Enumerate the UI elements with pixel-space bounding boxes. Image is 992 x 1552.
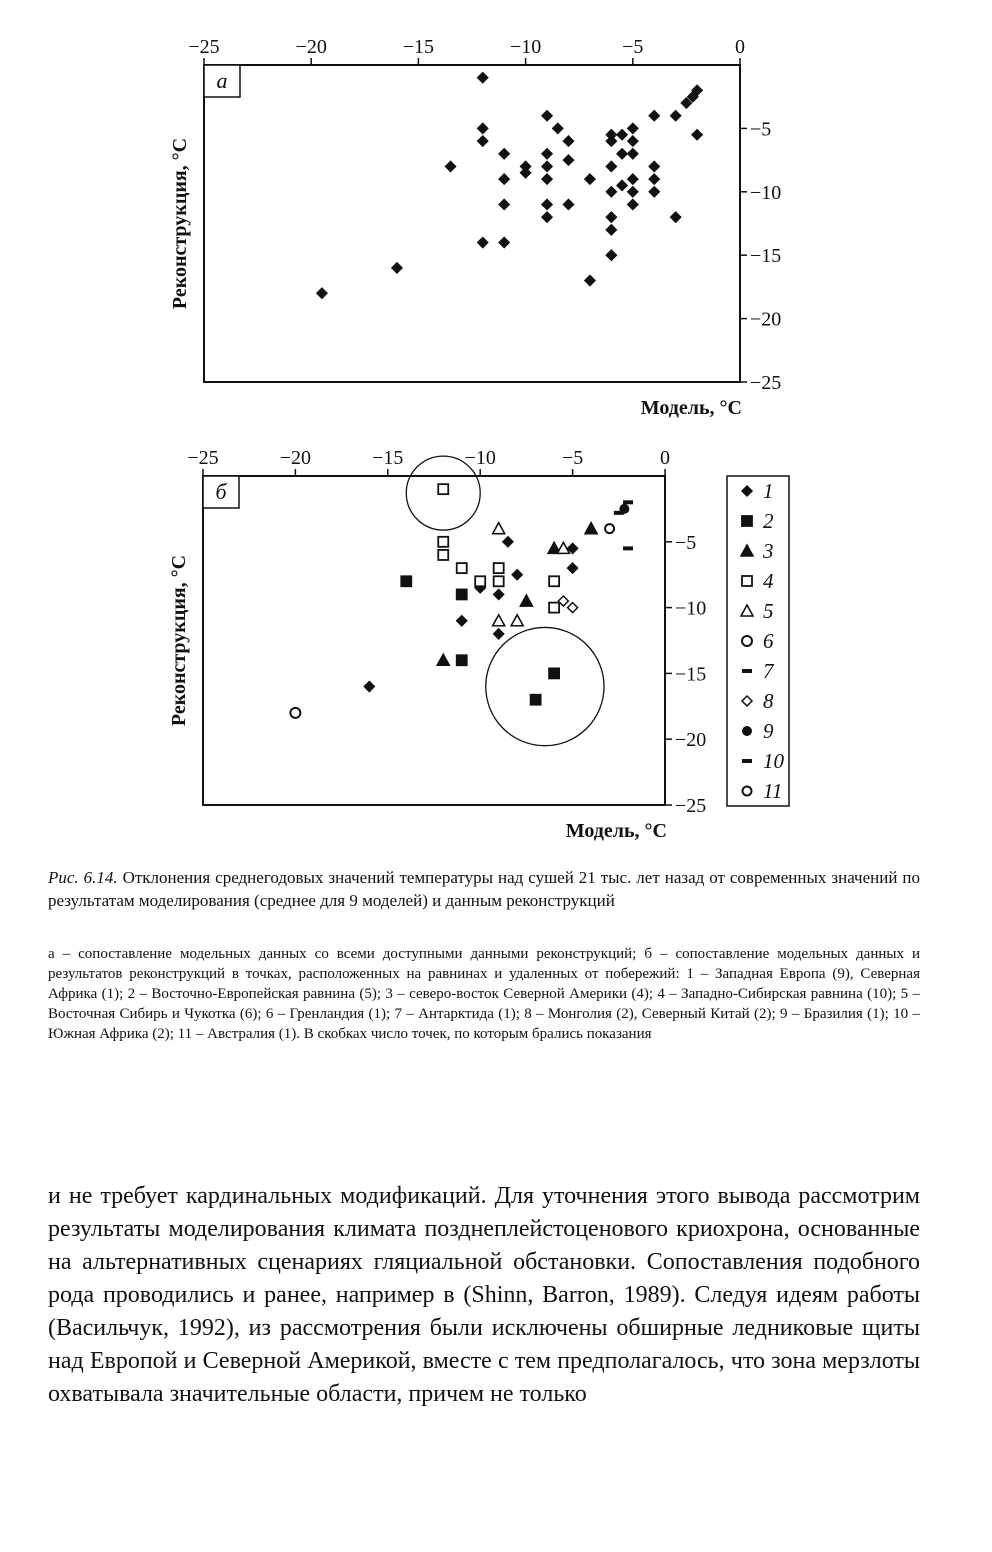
legend-marker [743,787,752,796]
plot-frame [203,476,665,805]
y-tick-label: −15 [750,245,782,268]
data-point [438,537,448,547]
legend-label: 7 [763,659,774,683]
data-point [520,595,532,606]
x-tick-label: −10 [509,36,542,58]
x-tick-label: −25 [188,36,220,58]
data-point [605,524,614,533]
data-point [623,500,633,504]
y-tick-label: −20 [750,308,782,331]
figure-caption [48,866,920,912]
legend-marker [742,516,752,526]
x-axis-label: Модель, °C [640,397,742,419]
data-point [290,708,300,718]
panel-label: б [215,479,227,504]
x-tick-label: −15 [372,447,404,469]
y-tick-label: −5 [675,531,697,554]
data-point [549,603,559,613]
y-tick-label: −15 [675,663,707,686]
data-point [493,615,505,626]
x-tick-label: −10 [464,447,496,469]
y-tick-label: −5 [750,118,772,141]
data-point [437,654,449,665]
x-tick-label: 0 [735,36,745,58]
legend-marker [742,759,752,763]
legend-label: 8 [763,689,774,713]
data-point [401,576,411,586]
x-tick-label: 0 [660,447,670,469]
panel-label: а [216,68,228,93]
y-tick-label: −10 [675,597,707,620]
legend-marker [742,636,752,646]
data-point [623,546,633,550]
legend-label: 10 [763,749,784,773]
caption-text: Отклонения среднегодовых значений температуры над сушей 21 тыс. лет назад от современных значений по результатам моделирования (среднее для 9 моделей) и данным реконструкций [48,868,920,910]
caption-lead: Рис. 6.14. [48,868,118,887]
data-point [438,550,448,560]
y-tick-label: −25 [750,372,782,394]
data-point [614,511,624,515]
x-axis-label: Модель, °C [565,820,667,842]
y-tick-label: −25 [675,795,707,817]
legend-label: 6 [763,629,774,653]
x-tick-label: −5 [622,36,644,58]
legend-label: 5 [763,599,774,623]
data-point [531,695,541,705]
x-tick-label: −25 [187,447,219,469]
x-tick-label: −20 [295,36,327,58]
data-point [511,615,523,626]
legend-label: 3 [763,539,774,563]
data-point [493,523,505,534]
y-tick-label: −20 [675,729,707,752]
data-point [549,576,559,586]
x-tick-label: −15 [402,36,435,58]
x-tick-label: −20 [279,447,312,469]
legend-marker [742,669,752,673]
data-point [457,655,467,665]
body-paragraph: и не требует кардинальных модификаций. Для уточнения этого вывода рассмотрим результаты моделирования климата позднеплейстоценового криохрона, основанные на альтернативных сценариях гляциальной обстановки. Сопоставления подобного рода проводились и ранее, например в (Shinn, Barron, 1989). Следуя идеям работы (Васильчук, 1992), из рассмотрения были исключены обширные ледниковые щиты над Европой и Северной Америкой, вместе с тем предполагалось, что зона мерзлоты охватывала значительные области, причем не только [48,1183,920,1407]
legend-label: 9 [763,719,774,743]
data-point [568,603,578,613]
legend-marker [742,726,752,736]
data-point [494,576,504,586]
data-point [457,563,467,573]
highlight-circle [486,627,604,745]
legend-label: 4 [763,569,774,593]
data-point [475,576,485,586]
legend-label: 1 [763,479,774,503]
data-point [585,523,597,534]
data-point [438,484,448,494]
y-axis-label: Реконструкция, °C [168,554,190,727]
data-point [512,570,522,580]
data-point [568,563,578,573]
data-point [549,668,559,678]
y-axis-label: Реконструкция, °C [169,137,191,310]
data-point [364,682,374,692]
legend-label: 11 [763,779,783,803]
y-tick-label: −10 [750,181,782,204]
data-point [494,563,504,573]
x-tick-label: −5 [561,447,584,469]
caption-details: а – сопоставление модельных данных со всеми доступными данными реконструкций; б – сопоставление модельных данных и результатов реконструкций в точках, расположенных на равнинах и удаленных от побережий: 1 – Западная Европа (9), Северная Африка (1); 2 – Восточно-Европейская равнина (5); 3 – северо-восток Северной Америки (4); 4 – Западно-Сибирская равнина (10); 5 – Восточная Сибирь и Чукотка (6); 6 – Гренландия (1); 7 – Антарктида (1); 8 – Монголия (2), Северный Китай (2); 9 – Бразилия (1); 10 – Южная Африка (2); 11 – Австралия (1). В скобках число точек, по которым брались показания [48,946,920,1042]
data-point [494,629,504,639]
data-point [494,589,504,599]
data-point [457,616,467,626]
data-point [503,537,513,547]
legend-label: 2 [763,509,774,533]
legend-marker [742,576,752,586]
data-point [457,589,467,599]
